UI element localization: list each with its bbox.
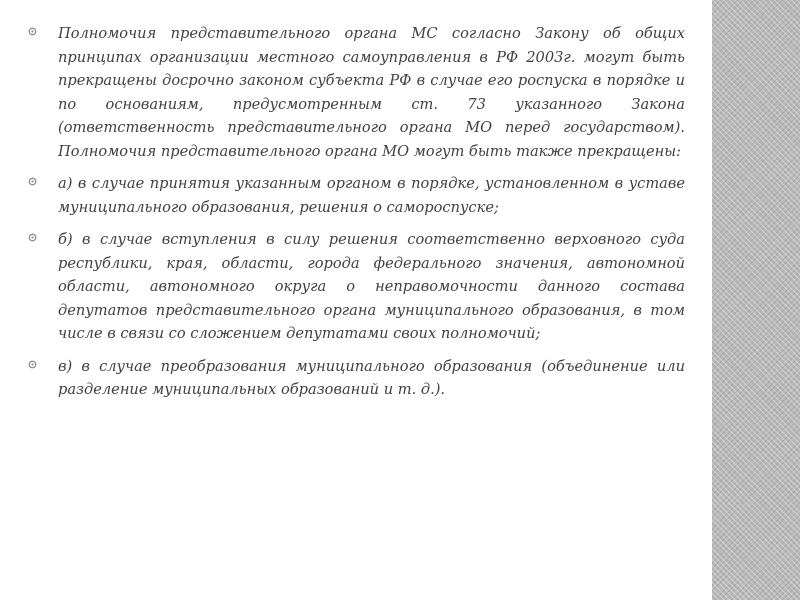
bullet-text: Полномочия представительного органа МС согласно Закону об общих принципах организации местного самоуправления в РФ 2003г. могут быть прекращены досрочно законом субъекта РФ в случае его роспуска в порядке и по основаниям, предусмотренным ст. 73 указанного Закона (ответственность представительного органа МО перед государством). Полномочия представительного органа МО могут быть также прекращены: (58, 25, 685, 160)
bullet-circle-icon (28, 233, 37, 242)
bullet-item (28, 228, 685, 346)
bullet-circle-icon (28, 177, 37, 186)
bullet-text: б) в случае вступления в силу решения соответственно верховного суда республики, края, области, города федерального значения, автономной области, автономного округа о неправомочности данного состава депутатов представительного органа муниципального образования, в том числе в связи со сложением депутатами своих полномочий; (58, 231, 685, 342)
bullet-item (28, 355, 685, 402)
bullet-text: а) в случае принятия указанным органом в порядке, установленном в уставе муниципального образования, решения о самороспуске; (58, 175, 685, 216)
bullet-circle-icon (28, 360, 37, 369)
decorative-side-panel (712, 0, 800, 600)
bullet-item (28, 22, 685, 163)
bullet-item (28, 172, 685, 219)
bullet-circle-icon (28, 27, 37, 36)
slide-content (28, 22, 685, 411)
bullet-text: в) в случае преобразования муниципального образования (объединение или разделение муниципальных образований и т. д.). (58, 357, 685, 398)
